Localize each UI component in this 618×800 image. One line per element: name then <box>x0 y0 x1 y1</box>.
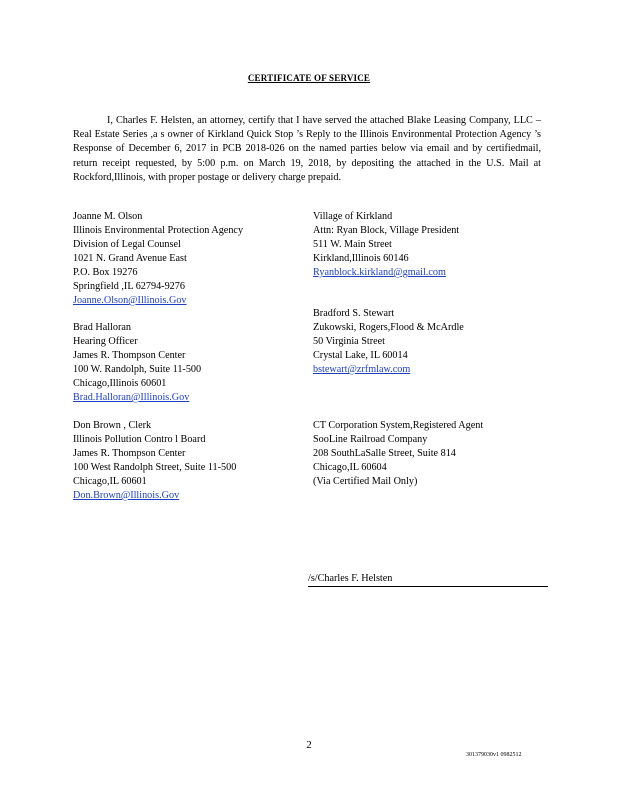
recipient-line: Chicago,IL 60601 <box>73 476 147 487</box>
recipient-line: Brad Halloran <box>73 322 131 333</box>
recipient-line: 100 West Randolph Street, Suite 11-500 <box>73 462 237 473</box>
recipient-line: SooLine Railroad Company <box>313 434 428 445</box>
recipient-line: Illinois Pollution Contro l Board <box>73 434 206 445</box>
recipient-line: Don Brown , Clerk <box>73 420 152 431</box>
recipient-line: Division of Legal Counsel <box>73 239 181 250</box>
email-link-olson[interactable]: Joanne.Olson@Illinois.Gov <box>73 295 187 306</box>
recipient-line: Crystal Lake, IL 60014 <box>313 350 408 361</box>
recipient-kirkland <box>313 210 471 280</box>
recipient-line: Attn: Ryan Block, Village President <box>313 225 460 236</box>
page-number: 2 <box>306 739 312 751</box>
recipient-line: Chicago,IL 60604 <box>313 462 387 473</box>
recipient-ct-corporation <box>313 419 483 489</box>
signature-line <box>308 572 548 587</box>
email-link-brown[interactable]: Don.Brown@Illinois.Gov <box>73 490 180 501</box>
email-link-stewart[interactable]: bstewart@zrfmlaw.com <box>313 364 411 375</box>
recipient-line: P.O. Box 19276 <box>73 267 138 278</box>
recipient-brown <box>73 419 236 503</box>
recipient-line: Bradford S. Stewart <box>313 308 395 319</box>
signature-text: /s/Charles F. Helsten <box>308 573 393 584</box>
recipient-olson <box>73 210 243 308</box>
recipient-line: James R. Thompson Center <box>73 350 186 361</box>
recipient-line: Illinois Environmental Protection Agency <box>73 225 244 236</box>
recipient-line: Hearing Officer <box>73 336 138 347</box>
recipient-line: 208 SouthLaSalle Street, Suite 814 <box>313 448 456 459</box>
recipient-line: James R. Thompson Center <box>73 448 186 459</box>
certification-paragraph: I, Charles F. Helsten, an attorney, certify that I have served the attached Blake Leasing Company, LLC –Real Estate Series ,a s owner of Kirkland Quick Stop ’s Reply to the Illinois Environmental Protection Agency ’s Response of December 6, 2017 in PCB 2018-026 on the named parties below via email and by certifiedmail, return receipt requested, by 5:00 p.m. on March 19, 2018, by depositing the attached in the U.S. Mail at Rockford,Illinois, with proper postage or delivery charge prepaid. <box>73 115 541 183</box>
recipient-line: Chicago,Illinois 60601 <box>73 378 167 389</box>
recipient-line: 1021 N. Grand Avenue East <box>73 253 187 264</box>
recipient-line: Village of Kirkland <box>313 211 393 222</box>
recipient-line: Springfield ,IL 62794-9276 <box>73 281 185 292</box>
recipient-stewart <box>313 307 464 377</box>
recipient-line: 50 Virginia Street <box>313 336 386 347</box>
recipient-line: (Via Certified Mail Only) <box>313 476 418 487</box>
recipient-line: Zukowski, Rogers,Flood & McArdle <box>313 322 464 333</box>
certificate-title: CERTIFICATE OF SERVICE <box>247 73 371 83</box>
email-link-halloran[interactable]: Brad.Halloran@Illinois.Gov <box>73 392 190 403</box>
recipient-line: Joanne M. Olson <box>73 211 143 222</box>
recipient-line: 511 W. Main Street <box>313 239 392 250</box>
recipient-halloran <box>73 321 211 405</box>
recipient-line: 100 W. Randolph, Suite 11-500 <box>73 364 202 375</box>
email-link-kirkland[interactable]: Ryanblock.kirkland@gmail.com <box>313 267 446 278</box>
recipient-line: Kirkland,Illinois 60146 <box>313 253 409 264</box>
document-id: 301379030v1 0982512 <box>466 752 522 758</box>
recipient-line: CT Corporation System,Registered Agent <box>313 420 484 431</box>
